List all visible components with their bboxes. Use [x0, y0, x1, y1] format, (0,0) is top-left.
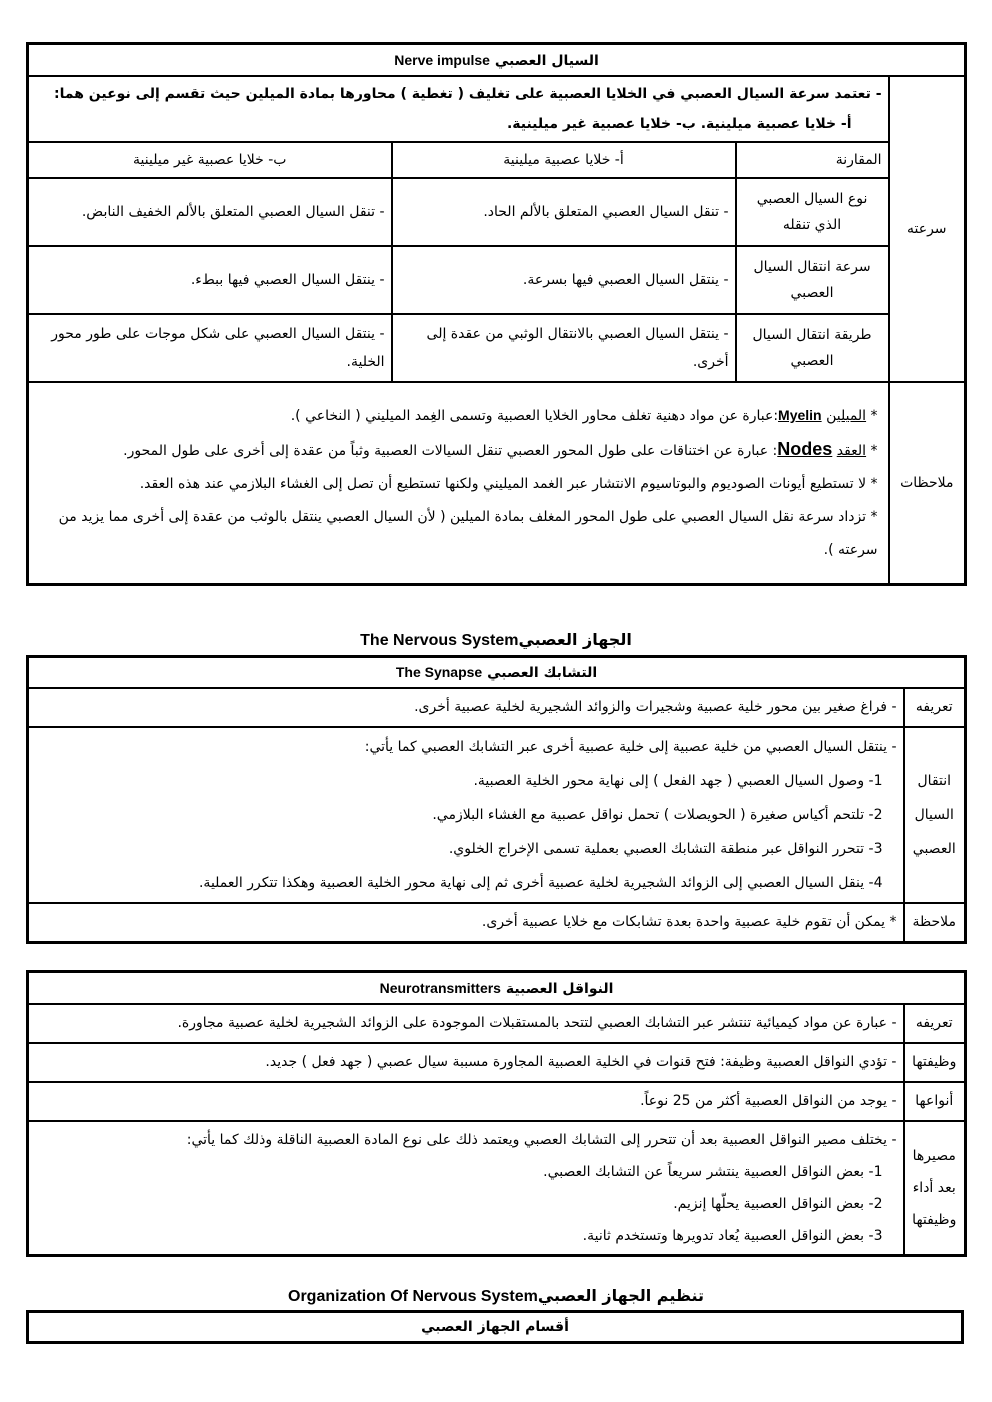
nt-types: - يوجد من النواقل العصبية أكثر من 25 نوعاً. [28, 1082, 904, 1121]
nt-types-label: أنواعها [904, 1082, 966, 1121]
note-nodes: * العقد Nodes: عبارة عن اختناقات على طول المحور العصبي تنقل السيالات العصبية وثباً من عقدة إلى أخرى على طول المحور. [123, 439, 878, 459]
nerve-impulse-title: السيال العصبي Nerve impulse [28, 44, 966, 77]
nt-fate-label: مصيرها بعد أداء وظيفتها [904, 1121, 966, 1256]
organization-title: تنظيم الجهاز العصبيOrganization Of Nervous System [288, 1286, 704, 1305]
transfer-step: 3- تتحرر النواقل عبر منطقة التشابك العصبي بعملية تسمى الإخراج الخلوي. [448, 841, 883, 857]
note-myelin: * الميلين Myelin:عبارة عن مواد دهنية تغلف محاور الخلايا العصبية وتسمى الغِمد الميليني ( النخاعي ). [290, 407, 878, 424]
compare-cell: - ينتقل السيال العصبي فيها بسرعة. [392, 246, 736, 314]
transfer-step: 4- ينقل السيال العصبي إلى الزوائد الشجيرية لخلية عصبية أخرى ثم إلى نهاية محور الخلية العصبية وهكذا تتكرر العملية. [198, 875, 883, 891]
compare-cell: - ينتقل السيال العصبي فيها ببطء. [28, 246, 392, 314]
synapse-transfer-content [28, 727, 904, 903]
fate-intro: - يختلف مصير النواقل العصبية بعد أن تتحرر إلى التشابك العصبي ويعتمد ذلك على نوع المادة العصبية الناقلة وذلك كما يأتي: [186, 1132, 897, 1148]
note-speed: * تزداد سرعة نقل السيال العصبي على طول المحور المغلف بمادة الميلين ( لأن السيال العصبي ينتقل بالوثب من عقدة إلى أخرى مما يزيد من سرعته ). [58, 509, 878, 558]
nt-fate-content [28, 1121, 904, 1256]
speed-label: سرعته [889, 76, 966, 382]
neurotransmitters-table [26, 970, 967, 1257]
compare-row-label: طريقة انتقال السيال العصبي [736, 314, 889, 382]
nerve-impulse-table [26, 42, 967, 586]
divisions-header: أقسام الجهاز العصبي [28, 1312, 963, 1343]
synapse-note-label: ملاحظة [904, 903, 966, 943]
organization-table [26, 1310, 964, 1344]
compare-cell: - تنقل السيال العصبي المتعلق بالألم الخفيف النابض. [28, 178, 392, 246]
nt-def-label: تعريفه [904, 1004, 966, 1043]
fate-item: 3- بعض النواقل العصبية يُعاد تدويرها وتستخدم ثانية. [582, 1228, 883, 1244]
compare-cell: - تنقل السيال العصبي المتعلق بالألم الحاد. [392, 178, 736, 246]
synapse-note: * يمكن أن تقوم خلية عصبية واحدة بعدة تشابكات مع خلايا عصبية أخرى. [28, 903, 904, 943]
nt-func-label: وظيفتها [904, 1043, 966, 1082]
note-ions: * لا تستطيع أيونات الصوديوم والبوتاسيوم الانتشار عبر الغمد الميليني ولكنها تستطيع أن تصل إلى الغشاء البلازمي عند هذه العقد. [139, 476, 878, 492]
transfer-intro: - ينتقل السيال العصبي من خلية عصبية إلى خلية عصبية أخرى عبر التشابك العصبي كما يأتي: [364, 739, 897, 755]
nt-func: - تؤدي النواقل العصبية وظيفة: فتح قنوات في الخلية العصبية المجاورة مسببة سيال عصبي ( جهد فعل ) جديد. [28, 1043, 904, 1082]
compare-row-label: سرعة انتقال السيال العصبي [736, 246, 889, 314]
compare-header: المقارنة [736, 142, 889, 178]
synapse-def: - فراغ صغير بين محور خلية عصبية وشجيرات والزوائد الشجيرية لخلية عصبية أخرى. [28, 688, 904, 727]
synapse-def-label: تعريفه [904, 688, 966, 727]
fate-item: 1- بعض النواقل العصبية ينتشر سريعاً عن التشابك العصبي. [543, 1164, 883, 1180]
synapse-transfer-label: انتقال السيال العصبي [904, 727, 966, 903]
col-unmyelinated: ب- خلايا عصبية غير ميلينية [28, 142, 392, 178]
col-myelinated: أ- خلايا عصبية ميلينية [392, 142, 736, 178]
speed-intro: - تعتمد سرعة السيال العصبي في الخلايا العصبية على تغليف ( تغطية ) محاورها بمادة الميلين حيث تقسم إلى نوعين هما: أ- خلايا عصبية ميلينية. ب- خلايا عصبية غير ميلينية. [28, 76, 889, 142]
synapse-title: التشابك العصبي The Synapse [28, 657, 966, 689]
neurotransmitters-title: النواقل العصبية Neurotransmitters [28, 972, 966, 1005]
nt-def: - عبارة عن مواد كيميائية تنتشر عبر التشابك العصبي لتتحد بالمستقبلات الموجودة على الزوائد الشجيرية لخلية عصبية مجاورة. [28, 1004, 904, 1043]
fate-item: 2- بعض النواقل العصبية يحلّها إنزيم. [673, 1196, 883, 1212]
compare-row-label: نوع السيال العصبي الذي تنقله [736, 178, 889, 246]
compare-cell: - ينتقل السيال العصبي بالانتقال الوثبي من عقدة إلى أخرى. [392, 314, 736, 382]
transfer-step: 1- وصول السيال العصبي ( جهد الفعل ) إلى نهاية محور الخلية العصبية. [473, 773, 883, 789]
notes-label: ملاحظات [889, 382, 966, 585]
transfer-step: 2- تلتحم أكياس صغيرة ( الحويصلات ) تحمل نواقل عصبية مع الغشاء البلازمي. [432, 807, 883, 823]
compare-cell: - ينتقل السيال العصبي على شكل موجات على طور محور الخلية. [28, 314, 392, 382]
synapse-table [26, 655, 967, 944]
notes-content [28, 382, 889, 585]
nervous-system-title: الجهاز العصبيThe Nervous System [360, 630, 632, 649]
